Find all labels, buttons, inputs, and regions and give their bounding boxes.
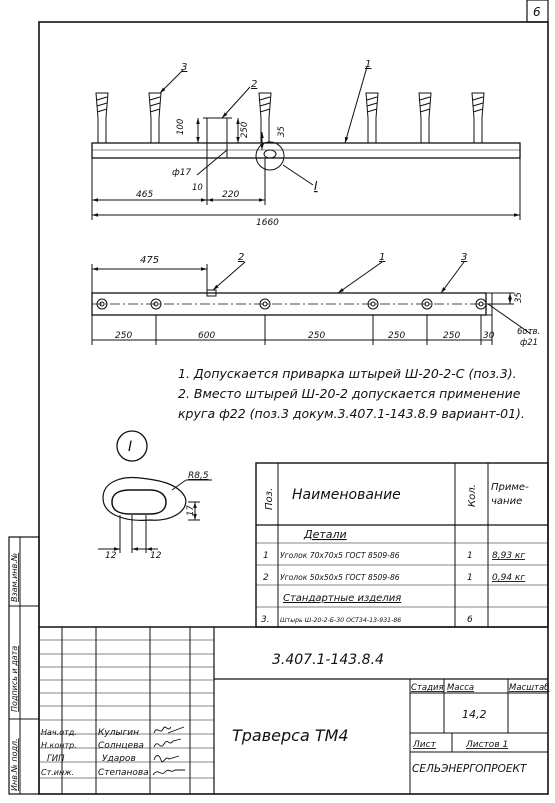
side-stamp-sign: Подпись и дата <box>10 645 19 712</box>
dim-1660: 1660 <box>256 218 279 228</box>
bottom-dim: 250 <box>388 331 406 341</box>
detail-dim-12: 12 <box>150 551 162 561</box>
holes-diameter: ф21 <box>520 338 539 348</box>
node-circle <box>256 142 284 170</box>
sig-name: Степанова <box>98 768 149 778</box>
col-qty: Кол. <box>467 484 478 507</box>
row-1-qty: 1 <box>467 551 473 561</box>
page-number: 6 <box>533 5 541 19</box>
detail-radius: R8,5 <box>188 471 209 481</box>
row-3-qty: 6 <box>467 615 473 625</box>
detail-labels <box>105 439 209 561</box>
node-label: I <box>314 179 318 193</box>
top-callout-2: 2 <box>238 252 245 263</box>
callout-2: 2 <box>251 79 258 90</box>
dim-475: 475 <box>140 255 160 266</box>
pins <box>96 93 484 143</box>
row-2-name: Уголок 50х50х5 ГОСТ 8509-86 <box>280 573 400 582</box>
side-stamp-replace: Взам.инв.№ <box>10 552 19 602</box>
detail-label: I <box>128 439 133 455</box>
sig-name: Солнцева <box>98 741 144 751</box>
note-3: круга ф22 (поз.3 докум.3.407.1-143.8.9 вариант-01). <box>178 406 525 421</box>
note-1: 1. Допускается приварка штырей Ш-20-2-С (поз.3). <box>178 366 517 381</box>
bottom-dim: 600 <box>198 331 216 341</box>
dim-35-top: 35 <box>514 292 524 303</box>
row-3-pos: 3. <box>261 615 270 625</box>
sheets-label: Листов 1 <box>466 740 509 750</box>
sig-role: Н.контр. <box>41 741 77 750</box>
bottom-dim: 250 <box>115 331 133 341</box>
col-name: Наименование <box>292 487 401 503</box>
title: Траверса ТМ4 <box>232 726 349 745</box>
bottom-dim: 250 <box>308 331 326 341</box>
col-pos: Поз. <box>264 487 275 510</box>
dim-100: 100 <box>176 118 186 135</box>
scale-label: Масштаб <box>509 683 550 693</box>
view-front <box>92 67 520 220</box>
dim-10: 10 <box>192 183 203 193</box>
dim-465: 465 <box>136 190 154 200</box>
detail-dim-12: 12 <box>105 551 117 561</box>
row-3-name: Штырь Ш-20-2-Б-30 ОСТ34-13-931-86 <box>280 617 402 624</box>
sig-name: Кулыгин <box>98 728 140 738</box>
top-callout-3: 3 <box>461 252 468 263</box>
section-std: Стандартные изделия <box>283 593 402 604</box>
col-note-2: чание <box>491 496 523 507</box>
sig-role: Нач.отд. <box>41 728 77 737</box>
callout-1: 1 <box>365 59 372 70</box>
spec-table-text <box>261 482 529 625</box>
top-callout-1: 1 <box>379 252 386 263</box>
stage-label: Стадия <box>411 683 444 693</box>
dim-220: 220 <box>222 190 240 200</box>
dim-35: 35 <box>277 126 287 137</box>
angle-bar-pos1 <box>92 143 520 158</box>
note-2: 2. Вместо штырей Ш-20-2 допускается применение <box>178 386 521 401</box>
drawing-number: 3.407.1-143.8.4 <box>272 652 384 668</box>
row-2-note: 0,94 кг <box>492 573 526 583</box>
detail-dim-17: 17 <box>186 505 196 516</box>
bottom-dim: 30 <box>483 331 495 341</box>
dim-17: ф17 <box>172 168 192 178</box>
row-1-pos: 1 <box>263 551 269 561</box>
section-details: Детали <box>304 528 347 541</box>
detail-node-I <box>98 431 212 553</box>
row-1-note: 8,93 кг <box>492 551 526 561</box>
sig-name: Ударов <box>102 754 136 764</box>
mass-value: 14,2 <box>462 708 487 721</box>
col-note-1: Приме- <box>491 482 529 493</box>
mass-label: Масса <box>447 683 475 693</box>
row-2-qty: 1 <box>467 573 473 583</box>
row-2-pos: 2 <box>263 573 269 583</box>
holes-count: 6отв. <box>517 327 541 337</box>
sheet-label: Лист <box>413 740 436 750</box>
sig-role: ГИП <box>47 754 65 764</box>
row-1-name: Уголок 70х70х5 ГОСТ 8509-86 <box>280 551 400 560</box>
side-stamp-inv: Инв.№ подл. <box>10 738 19 791</box>
bottom-dim: 250 <box>443 331 461 341</box>
view-top-labels <box>115 252 540 348</box>
sig-role: Ст.инж. <box>41 768 74 777</box>
title-block-text <box>10 553 549 791</box>
callout-3: 3 <box>181 62 188 73</box>
dim-250: 250 <box>240 121 250 138</box>
organization: СЕЛЬЭНЕРГОПРОЕКТ <box>412 763 527 775</box>
